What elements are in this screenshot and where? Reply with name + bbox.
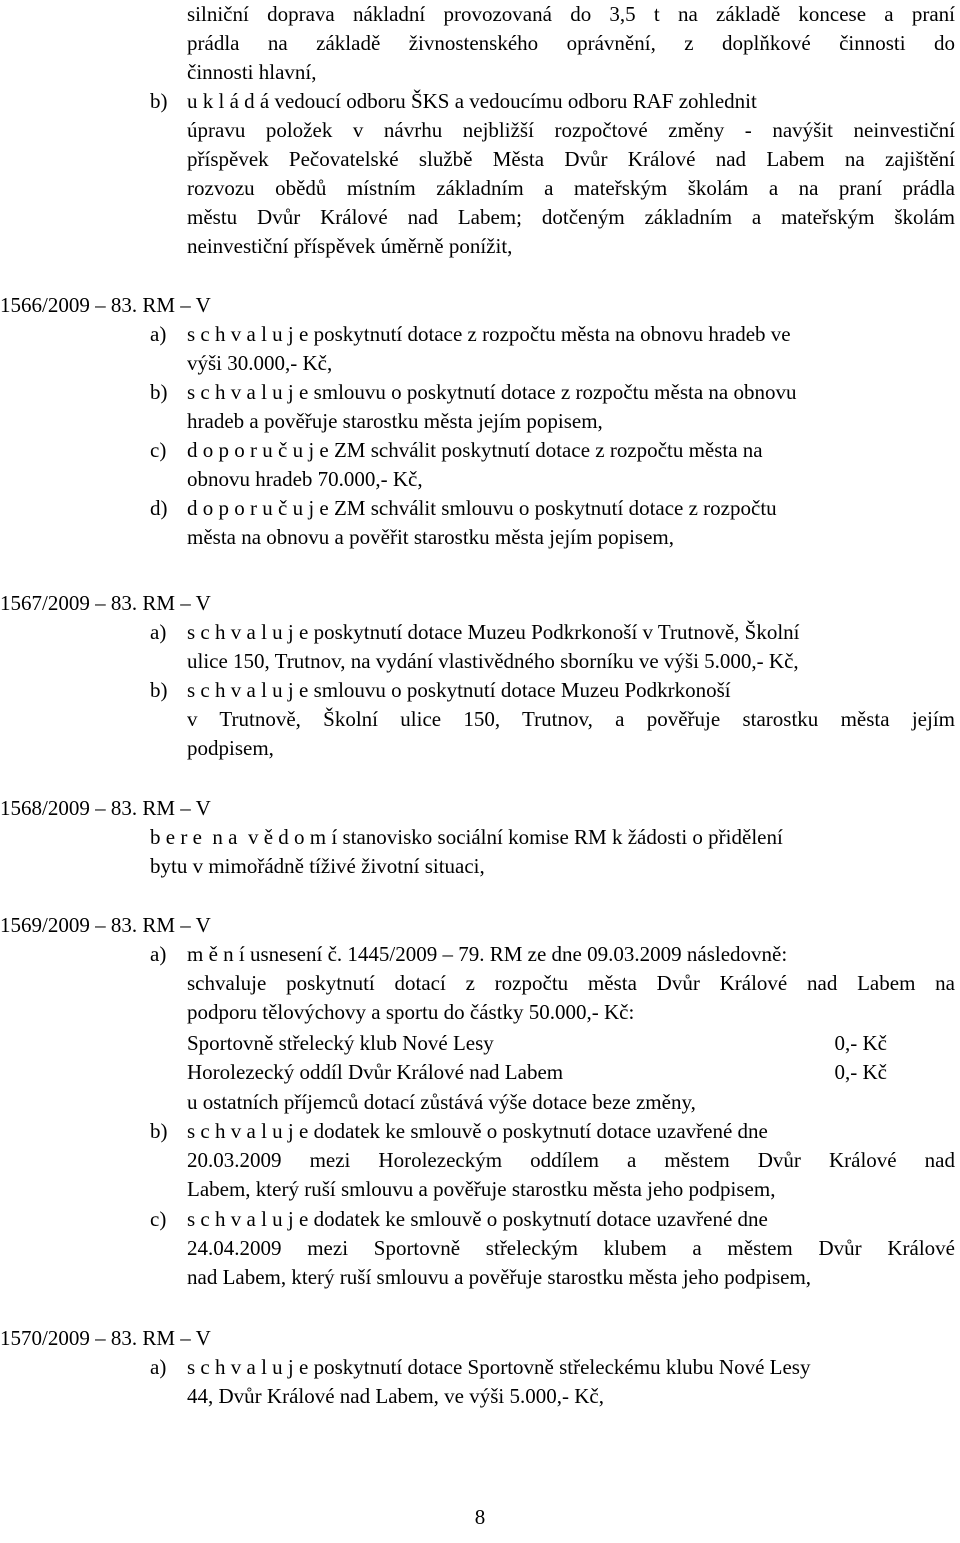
item-label: c) [150, 438, 167, 462]
res1570-a-line-2: 44, Dvůr Králové nad Labem, ve výši 5.000,- Kč, [187, 1384, 604, 1408]
item-label: a) [150, 942, 167, 966]
res1566-b-line-2: hradeb a pověřuje starostku města jejím popisem, [187, 409, 603, 433]
item-text: poskytnutí dotace z rozpočtu města na obnovu hradeb ve [308, 322, 791, 346]
intro-b-line-1 [150, 87, 955, 116]
page-number: 8 [474, 1505, 486, 1529]
intro-b-line-6: neinvestiční příspěvek úměrně ponížit, [187, 234, 513, 258]
res1569-c-line-1 [150, 1205, 955, 1234]
item-label: b) [150, 1119, 168, 1143]
intro-line-1: silniční doprava nákladní provozovaná do 3,5 t na základě koncese a praní [187, 2, 955, 26]
intro-b-line-3: příspěvek Pečovatelské službě Města Dvůr Králové nad Labem na zajištění [187, 147, 955, 171]
res1570-a-line-1 [150, 1353, 955, 1382]
resolution-verb: s c h v a l u j e [187, 322, 309, 346]
resolution-verb: s c h v a l u j e [187, 678, 309, 702]
subsidy-recipient: Horolezecký oddíl Dvůr Králové nad Labem [187, 1060, 564, 1084]
res1569-a-line-2: schvaluje poskytnutí dotací z rozpočtu města Dvůr Králové nad Labem na [187, 971, 955, 995]
res1569-b-line-1 [150, 1117, 955, 1146]
subsidy-row [187, 1029, 887, 1058]
res1566-a-line-1 [150, 320, 955, 349]
resolution-heading-1570: 1570/2009 – 83. RM – V [0, 1326, 211, 1350]
res1566-d-line-2: města na obnovu a pověřit starostku města jejím popisem, [187, 525, 674, 549]
intro-line-2: prádla na základě živnostenského oprávnění, z doplňkové činnosti do [187, 31, 955, 55]
res1569-b-line-2: 20.03.2009 mezi Horolezeckým oddílem a městem Dvůr Králové nad [187, 1148, 955, 1172]
resolution-verb: s c h v a l u j e [187, 1355, 309, 1379]
intro-line-3: činnosti hlavní, [187, 60, 317, 84]
intro-b-line-4: rozvozu obědů místním základním a mateřským školám a na praní prádla [187, 176, 955, 200]
intro-b-line-2: úpravu položek v návrhu nejbližší rozpočtové změny - navýšit neinvestiční [187, 118, 955, 142]
resolution-verb: d o p o r u č u j e [187, 438, 329, 462]
resolution-verb: u k l á d á [187, 89, 270, 113]
subsidy-amount: 0,- Kč [834, 1060, 887, 1084]
resolution-heading-1566: 1566/2009 – 83. RM – V [0, 293, 211, 317]
item-text: smlouvu o poskytnutí dotace Muzeu Podkrkonoší [308, 678, 731, 702]
res1567-a-line-2: ulice 150, Trutnov, na vydání vlastivědného sborníku ve výši 5.000,- Kč, [187, 649, 799, 673]
item-text: dodatek ke smlouvě o poskytnutí dotace uzavřené dne [308, 1119, 768, 1143]
item-label: a) [150, 620, 167, 644]
item-label: a) [150, 322, 167, 346]
resolution-verb: m ě n í [187, 942, 245, 966]
subsidy-row [187, 1058, 887, 1087]
res1567-b-line-3: podpisem, [187, 736, 274, 760]
item-text: poskytnutí dotace Muzeu Podkrkonoší v Trutnově, Školní [308, 620, 800, 644]
item-label: a) [150, 1355, 167, 1379]
item-text: ZM schválit smlouvu o poskytnutí dotace z rozpočtu [328, 496, 777, 520]
item-text: ZM schválit poskytnutí dotace z rozpočtu města na [328, 438, 763, 462]
subsidy-amount: 0,- Kč [834, 1031, 887, 1055]
resolution-verb: d o p o r u č u j e [187, 496, 329, 520]
item-label: b) [150, 380, 168, 404]
resolution-verb: s c h v a l u j e [187, 380, 309, 404]
subsidy-recipient: Sportovně střelecký klub Nové Lesy [187, 1031, 494, 1055]
res1569-c-line-3: nad Labem, který ruší smlouvu a pověřuje starostku města jeho podpisem, [187, 1265, 812, 1289]
item-label: b) [150, 89, 168, 113]
resolution-heading-1569: 1569/2009 – 83. RM – V [0, 913, 211, 937]
resolution-heading-1567: 1567/2009 – 83. RM – V [0, 591, 211, 615]
resolution-verb: s c h v a l u j e [187, 1207, 309, 1231]
res1569-b-line-3: Labem, který ruší smlouvu a pověřuje starostku města jeho podpisem, [187, 1177, 776, 1201]
resolution-verb: s c h v a l u j e [187, 1119, 309, 1143]
resolution-verb: b e r e n a v ě d o m í [150, 825, 338, 849]
item-text: dodatek ke smlouvě o poskytnutí dotace uzavřené dne [308, 1207, 768, 1231]
intro-b-line-5: městu Dvůr Králové nad Labem; dotčeným základním a mateřským školám [187, 205, 955, 229]
res1569-a-line-6: u ostatních příjemců dotací zůstává výše dotace beze změny, [187, 1090, 696, 1114]
res1567-a-line-1 [150, 618, 955, 647]
res1566-c-line-1 [150, 436, 955, 465]
item-label: b) [150, 678, 168, 702]
item-text: stanovisko sociální komise RM k žádosti o přidělení [337, 825, 783, 849]
res1569-a-line-3: podporu tělovýchovy a sportu do částky 50.000,- Kč: [187, 1000, 635, 1024]
res1569-c-line-2: 24.04.2009 mezi Sportovně střeleckým klubem a městem Dvůr Králové [187, 1236, 955, 1260]
res1567-b-line-1 [150, 676, 955, 705]
res1566-d-line-1 [150, 494, 955, 523]
item-text: vedoucí odboru ŠKS a vedoucímu odboru RAF zohlednit [269, 89, 757, 113]
res1566-a-line-2: výši 30.000,- Kč, [187, 351, 333, 375]
item-label: d) [150, 496, 168, 520]
res1568-line-1 [150, 823, 955, 852]
resolution-heading-1568: 1568/2009 – 83. RM – V [0, 796, 211, 820]
item-label: c) [150, 1207, 167, 1231]
res1569-a-line-1 [150, 940, 955, 969]
res1566-b-line-1 [150, 378, 955, 407]
res1568-line-2: bytu v mimořádně tíživé životní situaci, [150, 854, 485, 878]
resolution-verb: s c h v a l u j e [187, 620, 309, 644]
item-text: poskytnutí dotace Sportovně střeleckému klubu Nové Lesy [308, 1355, 811, 1379]
res1567-b-line-2: v Trutnově, Školní ulice 150, Trutnov, a pověřuje starostku města jejím [187, 707, 955, 731]
item-text: usnesení č. 1445/2009 – 79. RM ze dne 09.03.2009 následovně: [244, 942, 788, 966]
item-text: smlouvu o poskytnutí dotace z rozpočtu města na obnovu [308, 380, 797, 404]
res1566-c-line-2: obnovu hradeb 70.000,- Kč, [187, 467, 423, 491]
